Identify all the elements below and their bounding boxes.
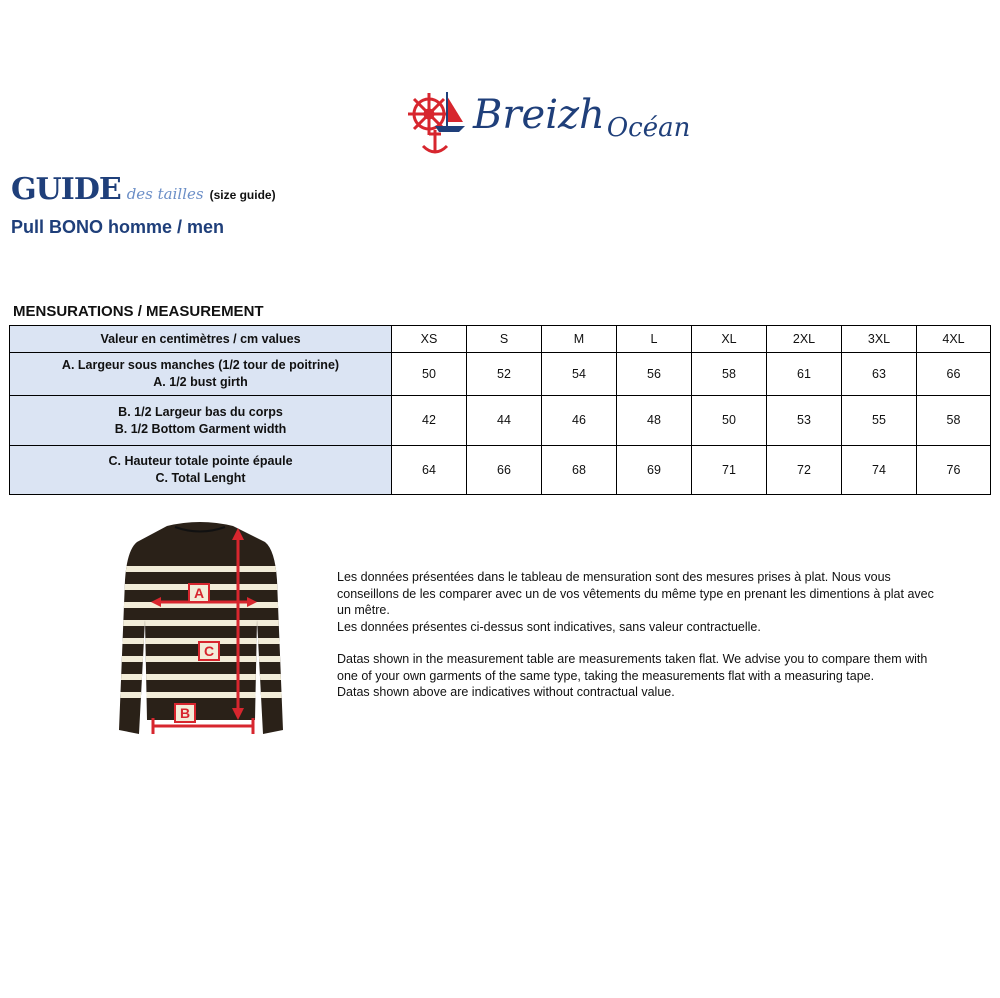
row-label-cell [10,446,392,495]
table-cell: 68 [542,446,617,495]
table-cell: 72 [767,446,842,495]
product-subtitle: Pull BONO homme / men [11,217,225,237]
size-header-2xl: 2XL [767,326,842,353]
table-cell: 54 [542,353,617,396]
label-c: C [203,643,215,659]
size-table [9,325,991,495]
notes-fr-line2: Les données présentes ci-dessus sont indicatives, sans valeur contractuelle. [337,619,761,634]
table-cell: 53 [767,396,842,446]
row-label-en: B. 1/2 Bottom Garment width [114,421,287,436]
table-row [10,396,991,446]
guide-des-tailles: des tailles [126,185,204,203]
notes-en [337,651,937,701]
brand-logo [405,88,695,168]
ship-wheel-anchor-icon [405,88,473,160]
table-cell: 74 [842,446,917,495]
notes-en-line1: Datas shown in the measurement table are measurements taken flat. We advise you to compare them with one of your own garments of the same type, taking the measurements flat with a measuring tape. [337,652,928,683]
guide-size-guide: (size guide) [209,188,276,202]
size-header-s: S [467,326,542,353]
table-row [10,353,991,396]
brand-name-part2: Océan [606,113,691,143]
notes-fr [337,569,937,635]
notes-fr-line1: Les données présentées dans le tableau de mensuration sont des mesures prises à plat. Nous vous conseillons de les comparer avec un de vos vêtements du même type en prenant les dimentions à plat avec un mêtre. [337,570,934,617]
table-cell: 71 [692,446,767,495]
table-cell: 50 [692,396,767,446]
size-header-4xl: 4XL [917,326,991,353]
table-cell: 61 [767,353,842,396]
table-cell: 64 [392,446,467,495]
guide-heading [11,172,276,207]
measurement-section-title: MENSURATIONS / MEASUREMENT [13,303,264,320]
label-c-box [199,642,219,660]
table-cell: 42 [392,396,467,446]
notes-en-line2: Datas shown above are indicatives without contractual value. [337,685,675,699]
table-header-row [10,326,991,353]
table-cell: 69 [617,446,692,495]
size-header-3xl: 3XL [842,326,917,353]
table-cell: 76 [917,446,991,495]
guide-title: GUIDE [11,172,121,207]
row-label-fr: B. 1/2 Largeur bas du corps [118,404,283,419]
size-header-xl: XL [692,326,767,353]
row-label-en: C. Total Lenght [155,471,246,485]
table-cell: 44 [467,396,542,446]
table-cell: 52 [467,353,542,396]
size-header-m: M [542,326,617,353]
sweater-diagram [105,520,295,748]
brand-name-part1: Breizh [473,92,605,138]
table-cell: 58 [917,396,991,446]
table-cell: 55 [842,396,917,446]
sweater-body [105,520,295,748]
table-cell: 46 [542,396,617,446]
row-label-en: A. 1/2 bust girth [153,375,248,389]
size-header-l: L [617,326,692,353]
label-a: A [193,585,205,601]
row-label-fr: C. Hauteur totale pointe épaule [108,454,293,468]
label-b: B [179,705,191,721]
table-cell: 50 [392,353,467,396]
brand-name [473,92,691,143]
table-cell: 56 [617,353,692,396]
table-cell: 58 [692,353,767,396]
table-row [10,446,991,495]
notes-block [337,569,937,717]
table-cell: 63 [842,353,917,396]
size-header-xs: XS [392,326,467,353]
table-cell: 66 [917,353,991,396]
table-cell: 48 [617,396,692,446]
label-a-box [189,584,209,602]
header-label-cell: Valeur en centimètres / cm values [10,326,392,353]
row-label-fr: A. Largeur sous manches (1/2 tour de poitrine) [61,358,340,372]
row-label-cell [10,396,392,446]
row-label-cell [10,353,392,396]
label-b-box [175,704,195,722]
table-cell: 66 [467,446,542,495]
